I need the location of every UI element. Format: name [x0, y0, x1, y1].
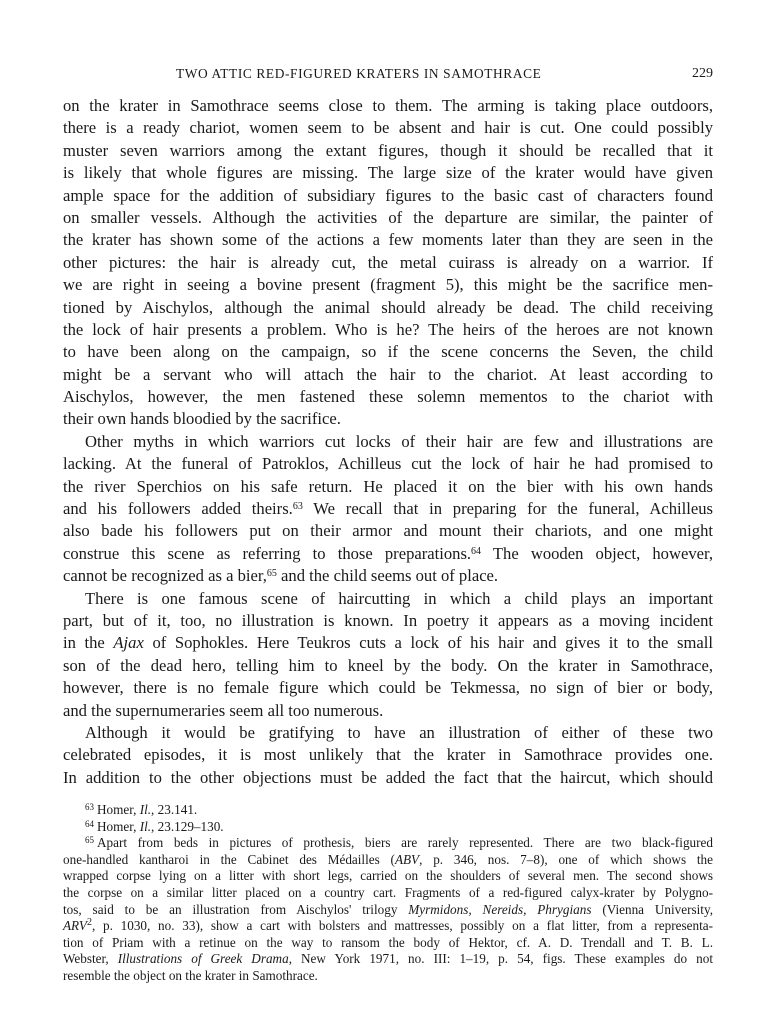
footnote-text: tos, said to be an illustration from Aischylos' trilogy: [63, 901, 409, 917]
footnote-italic: Myrmidons, Nereids, Phrygians: [408, 901, 592, 917]
text-fragment: and his followers added theirs.: [63, 499, 293, 519]
footnote-64: [63, 819, 713, 836]
text-line: [63, 543, 713, 565]
footnote-italic: ARV: [63, 918, 87, 934]
footnote-65: [63, 835, 713, 852]
footnote-text: Apart from beds in pictures of prothesis, biers are rarely represented. There are two black-figured: [97, 835, 713, 851]
text-line: the krater has shown some of the actions a few moments later than they are seen in the: [63, 230, 713, 250]
text-line: to have been along on the campaign, so if the scene concerns the Seven, the child: [63, 342, 713, 362]
footnotes: [63, 802, 713, 985]
text-line: tioned by Aischylos, although the animal should already be dead. The child receiving: [63, 297, 713, 317]
footnote-text: , 23.141.: [151, 802, 198, 817]
footnote-line: tion of Priam with a retinue on the way to ransom the body of Hektor, cf. A. D. Trendall and T. B. L.: [63, 934, 713, 950]
footnote-sup: 2: [86, 917, 92, 929]
text-line: [63, 565, 713, 587]
footnote-text: , New York 1971, no. III: 1–19, p. 54, figs. These examples do not: [288, 951, 713, 967]
text-fragment: cannot be recognized as a bier,: [63, 566, 267, 586]
footnote-text: one-handled kantharoi in the Cabinet des Médailles (: [63, 851, 395, 867]
footnote-text: , p. 346, nos. 7–8), one of which shows the: [419, 851, 713, 867]
text-line: their own hands bloodied by the sacrifice.: [63, 409, 341, 429]
text-fragment: construe this scene as referring to those preparations.: [63, 543, 472, 563]
footnote-italic: Illustrations of Greek Drama: [117, 951, 289, 967]
footnote-line: resemble the object on the krater in Samothrace.: [63, 967, 318, 983]
text-line: we are right in seeing a bovine present (fragment 5), this might be the sacrifice men-: [63, 275, 713, 295]
footnote-ref-64[interactable]: 64: [471, 545, 482, 557]
text-line: there is a ready chariot, women seem to be absent and hair is cut. One could possibly: [63, 118, 713, 138]
footnote-text: Homer,: [97, 802, 140, 817]
text-line: and the supernumeraries seem all too numerous.: [63, 700, 384, 720]
running-title: TWO ATTIC RED-FIGURED KRATERS IN SAMOTHRACE: [176, 66, 542, 81]
text-line: the river Sperchios on his safe return. He placed it on the bier with his own hands: [63, 476, 713, 496]
footnote-line: [63, 902, 713, 919]
text-fragment: The wooden object, however,: [481, 543, 713, 563]
page-number: 229: [692, 66, 713, 81]
footnote-number: 65: [85, 835, 94, 846]
text-fragment: in the: [63, 633, 114, 653]
text-line: might be a servant who will attach the hair to the chariot. At least according to: [63, 364, 713, 384]
paragraph-start: Other myths in which warriors cut locks of their hair are few and illustrations are: [85, 431, 713, 451]
text-line: the lock of hair presents a problem. Who is he? The heirs of the heroes are not known: [63, 319, 713, 339]
footnote-line: the corpse on a similar litter placed on a country cart. Fragments of a red-figured calyx-krater by Polygno-: [63, 884, 713, 900]
text-line: [63, 498, 713, 520]
text-line: other pictures: the hair is already cut, the metal cuirass is already on a warrior. If: [63, 252, 713, 272]
footnote-text: , p. 1030, no. 33), show a cart with bolsters and mattresses, possibly on a flat litter, from a representa-: [91, 918, 713, 934]
text-line: In addition to the other objections must be added the fact that the haircut, which should: [63, 767, 713, 787]
footnote-number: 63: [85, 802, 94, 812]
text-line: on smaller vessels. Although the activities of the departure are similar, the painter of: [63, 207, 713, 227]
paragraph-start: There is one famous scene of haircutting in which a child plays an important: [85, 588, 713, 608]
footnote-line: [63, 852, 713, 869]
text-line: however, there is no female figure which could be Tekmessa, no sign of bier or body,: [63, 678, 713, 698]
footnote-italic: ABV: [394, 851, 420, 867]
text-fragment: and the child seems out of place.: [276, 566, 499, 586]
footnote-line: [63, 918, 713, 935]
text-line: ample space for the addition of subsidiary figures to the basic cast of characters found: [63, 185, 713, 205]
paragraph-start: Although it would be gratifying to have an illustration of either of these two: [85, 722, 713, 742]
footnote-italic: Il.: [139, 802, 152, 817]
text-line: muster seven warriors among the extant figures, though it should be recalled that it: [63, 140, 713, 160]
text-line: son of the dead hero, telling him to kneel by the body. On the krater in Samothrace,: [63, 655, 713, 675]
footnote-text: , 23.129–130.: [151, 818, 224, 834]
footnote-number: 64: [85, 818, 94, 829]
text-line: also bade his followers put on their armor and mount their chariots, and one might: [63, 521, 713, 541]
footnote-line: [63, 951, 713, 968]
body-text: [63, 95, 713, 789]
footnote-text: (Vienna University,: [591, 901, 714, 917]
text-line: on the krater in Samothrace seems close to them. The arming is taking place outdoors,: [63, 96, 713, 115]
footnote-line: wrapped corpse lying on a litter with short legs, carried on the shoulders of several men. The second shows: [63, 868, 713, 884]
text-line: part, but of it, too, no illustration is known. In poetry it appears as a moving incident: [63, 610, 713, 630]
text-line: lacking. At the funeral of Patroklos, Achilleus cut the lock of hair he had promised to: [63, 454, 713, 474]
footnote-ref-65[interactable]: 65: [266, 568, 277, 580]
play-title: Ajax: [113, 633, 144, 653]
text-line: is likely that whole figures are missing. The large size of the krater would have given: [63, 163, 713, 183]
footnote-63: [63, 802, 713, 819]
text-line: celebrated episodes, it is most unlikely that the krater in Samothrace provides one.: [63, 745, 713, 765]
text-line: [63, 632, 713, 654]
footnote-ref-63[interactable]: 63: [292, 501, 303, 513]
text-fragment: of Sophokles. Here Teukros cuts a lock of his hair and gives it to the small: [143, 633, 713, 653]
footnote-italic: Il.: [139, 818, 152, 834]
text-fragment: We recall that in preparing for the funeral, Achilleus: [302, 499, 713, 519]
running-header: [0, 64, 773, 84]
text-line: Aischylos, however, the men fastened these solemn mementos to the chariot with: [63, 387, 713, 407]
footnote-text: Homer,: [97, 818, 140, 834]
footnote-text: Webster,: [63, 951, 118, 967]
